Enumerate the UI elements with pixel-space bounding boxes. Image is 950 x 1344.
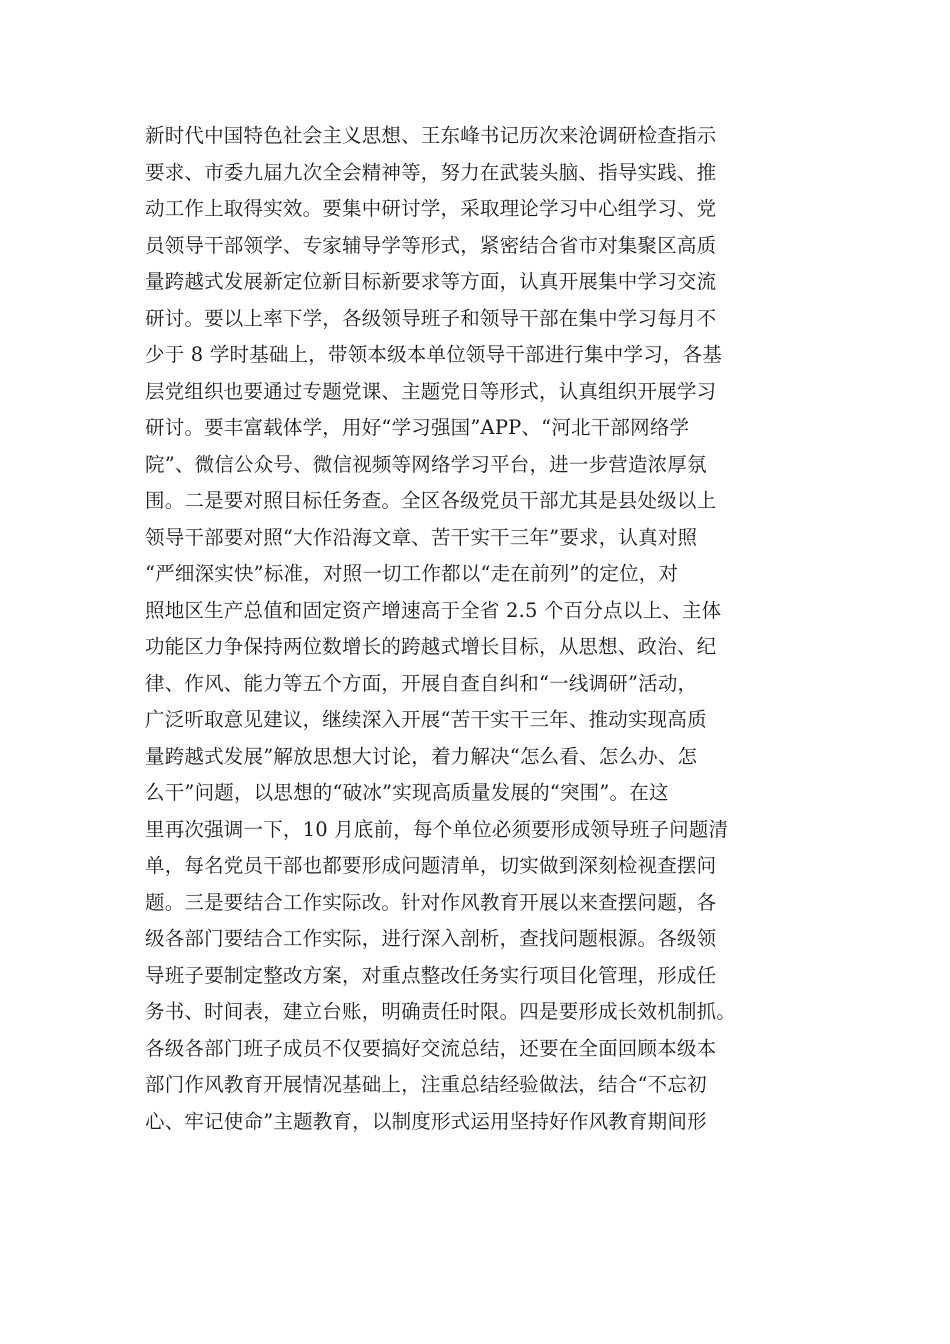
text-line: 少于 8 学时基础上，带领本级本单位领导干部进行集中学习，各基	[145, 343, 723, 366]
text-line: 功能区力争保持两位数增长的跨越式增长目标，从思想、政治、纪	[145, 635, 717, 658]
text-line: 么干”问题，以思想的“破冰”实现高质量发展的“突围”。在这	[145, 781, 669, 804]
text-line: 量跨越式发展新定位新目标新要求等方面，认真开展集中学习交流	[145, 270, 717, 293]
text-line: 层党组织也要通过专题党课、主题党日等形式，认真组织开展学习	[145, 379, 717, 403]
text-line: 照地区生产总值和固定资产增速高于全省 2.5 个百分点以上、主体	[145, 598, 722, 622]
text-line: 院”、微信公众号、微信视频等网络学习平台，进一步营造浓厚氛	[145, 452, 707, 476]
text-line: 题。三是要结合工作实际改。针对作风教育开展以来查摆问题，各	[145, 890, 717, 914]
text-line: 律、作风、能力等五个方面，开展自查自纠和“一线调研”活动，	[145, 671, 698, 695]
text-line: 导班子要制定整改方案，对重点整改任务实行项目化管理，形成任	[145, 963, 717, 987]
text-line: 员领导干部领学、专家辅导学等形式，紧密结合省市对集聚区高质	[145, 233, 717, 257]
text-line: 动工作上取得实效。要集中研讨学，采取理论学习中心组学习、党	[145, 197, 717, 220]
text-line: 级各部门要结合工作实际，进行深入剖析，查找问题根源。各级领	[145, 927, 717, 950]
text-line: 围。二是要对照目标任务查。全区各级党员干部尤其是县处级以上	[145, 489, 717, 512]
text-line: 里再次强调一下，10 月底前，每个单位必须要形成领导班子问题清	[145, 817, 729, 841]
text-line: 要求、市委九届九次全会精神等，努力在武装头脑、指导实践、推	[145, 160, 717, 184]
text-line: 广泛听取意见建议，继续深入开展“苦干实干三年、推动实现高质	[145, 708, 707, 731]
text-line: 单，每名党员干部也都要形成问题清单，切实做到深刻检视查摆问	[145, 854, 717, 877]
text-line: 部门作风教育开展情况基础上，注重总结经验做法，结合“不忘初	[145, 1073, 707, 1096]
text-line: 研讨。要丰富载体学，用好“学习强国”APP、“河北干部网络学	[145, 416, 690, 439]
text-line: 新时代中国特色社会主义思想、王东峰书记历次来沧调研检查指示	[145, 124, 717, 147]
text-line: 各级各部门班子成员不仅要搞好交流总结，还要在全面回顾本级本	[145, 1036, 717, 1060]
text-line: 量跨越式发展”解放思想大讨论，着力解决“怎么看、怎么办、怎	[145, 744, 698, 768]
text-line: 领导干部要对照“大作沿海文章、苦干实干三年”要求，认真对照	[145, 525, 698, 549]
text-line: 务书、时间表，建立台账，明确责任时限。四是要形成长效机制抓。	[145, 1000, 737, 1023]
body-text	[145, 118, 825, 1140]
text-line: 研讨。要以上率下学，各级领导班子和领导干部在集中学习每月不	[145, 306, 717, 330]
text-line: 心、牢记使命”主题教育，以制度形式运用坚持好作风教育期间形	[145, 1109, 707, 1133]
text-line: “严细深实快”标准，对照一切工作都以“走在前列”的定位，对	[145, 562, 679, 585]
